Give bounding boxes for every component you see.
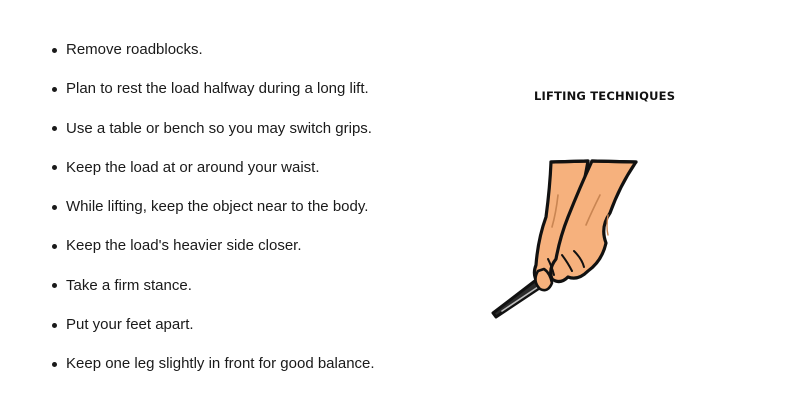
list-item [48, 157, 375, 196]
list-item [48, 78, 375, 117]
bullet-icon [52, 244, 57, 249]
bullet-icon [52, 362, 57, 367]
list-item [48, 118, 375, 157]
bullet-icon [52, 48, 57, 53]
list-item [48, 314, 375, 353]
tip-text: Keep one leg slightly in front for good balance. [66, 355, 375, 373]
hands-gripping-handle-icon [488, 155, 644, 321]
lifting-tips-list [48, 39, 375, 393]
bullet-icon [52, 126, 57, 131]
bullet-icon [52, 205, 57, 210]
bullet-icon [52, 283, 57, 288]
tip-text: Put your feet apart. [66, 316, 194, 334]
list-item [48, 353, 375, 392]
tip-text: Keep the load's heavier side closer. [66, 237, 302, 255]
bullet-icon [52, 323, 57, 328]
bullet-icon [52, 165, 57, 170]
list-item [48, 275, 375, 314]
list-item [48, 39, 375, 78]
section-heading: LIFTING TECHNIQUES [534, 89, 676, 103]
list-item [48, 235, 375, 274]
tip-text: Plan to rest the load halfway during a long lift. [66, 80, 369, 98]
tip-text: Take a firm stance. [66, 276, 192, 294]
bullet-icon [52, 87, 57, 92]
tip-text: Keep the load at or around your waist. [66, 158, 320, 176]
tip-text: Use a table or bench so you may switch grips. [66, 119, 372, 137]
list-item [48, 196, 375, 235]
tip-text: Remove roadblocks. [66, 41, 203, 58]
tip-text: While lifting, keep the object near to the body. [66, 198, 369, 216]
